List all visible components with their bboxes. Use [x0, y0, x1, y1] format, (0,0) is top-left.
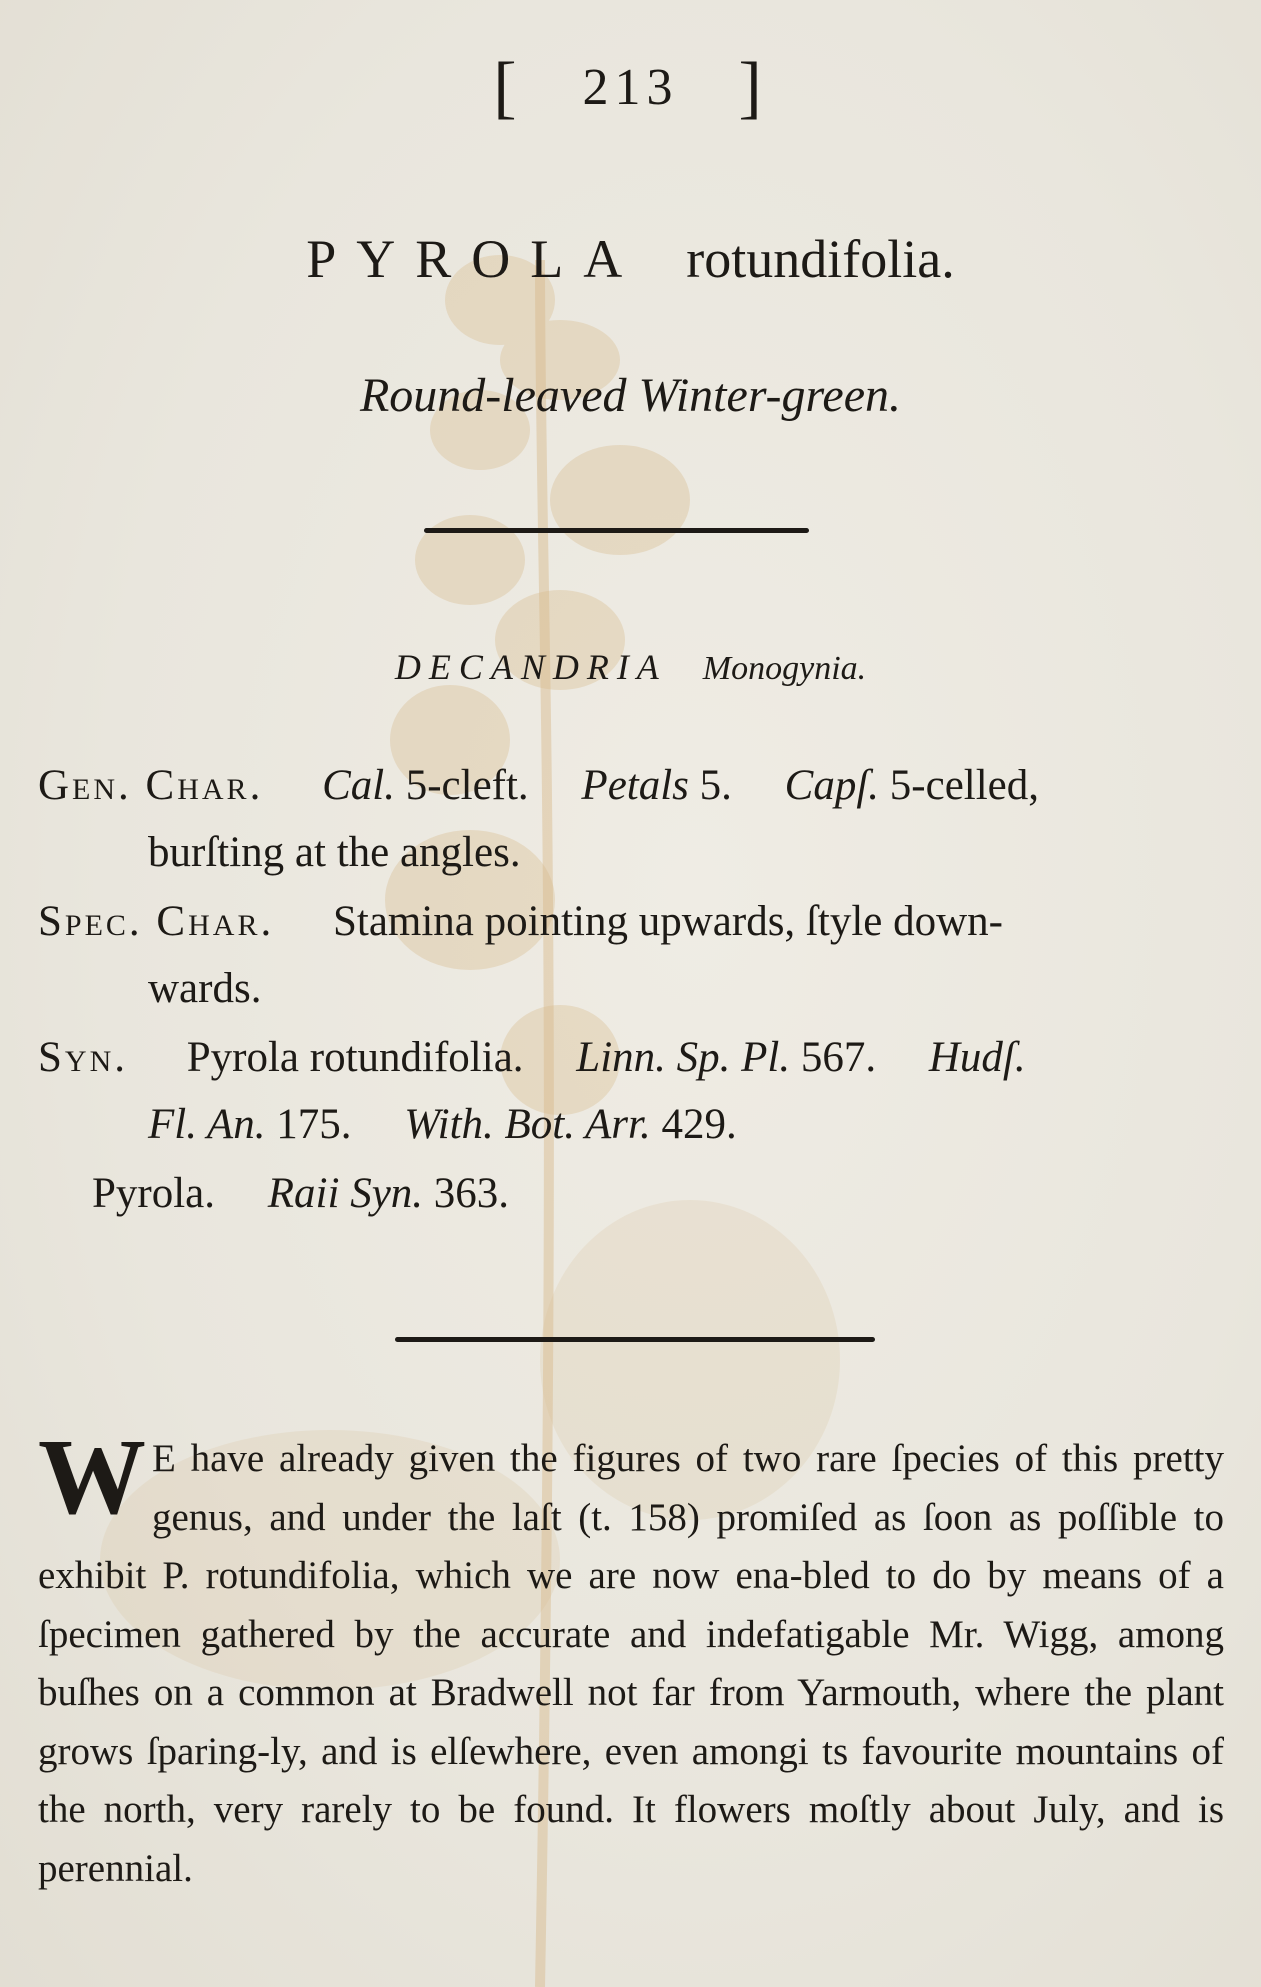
page-number-value: 213	[582, 59, 679, 116]
syn-name: Pyrola rotundifolia.	[186, 1034, 524, 1081]
genus-name: PYROLA	[306, 229, 643, 289]
cal-text: 5-cleft.	[405, 762, 529, 809]
syn-ref-raii-num: 363.	[433, 1170, 510, 1217]
page-number	[0, 48, 1261, 128]
syn-ref-fl-an: Fl. An.	[148, 1101, 266, 1148]
syn-ref-linn-num: 567.	[800, 1034, 877, 1081]
cal-abbrev: Cal.	[322, 762, 395, 809]
bottom-divider	[395, 1337, 875, 1342]
syn-label: Syn.	[38, 1034, 128, 1081]
spec-char-label: Spec. Char.	[38, 898, 275, 945]
drop-cap: W	[38, 1418, 146, 1537]
specific-character	[38, 888, 1228, 1022]
syn-name-2: Pyrola.	[92, 1170, 216, 1217]
petals-label: Petals	[581, 762, 689, 809]
syn-ref-linn: Linn. Sp. Pl.	[576, 1034, 791, 1081]
order-name: Monogynia.	[702, 650, 867, 687]
class-name: DECANDRIA	[394, 647, 667, 687]
generic-character	[38, 752, 1228, 886]
spec-char-continuation: wards.	[148, 965, 262, 1012]
linnaean-classification	[0, 646, 1261, 688]
common-name: Round-leaved Winter-green.	[359, 369, 902, 422]
caps-text: 5-celled,	[889, 762, 1040, 809]
spec-char-text: Stamina pointing upwards, ſtyle down-	[332, 898, 1003, 945]
right-bracket: ]	[738, 49, 768, 126]
synonymy-ray	[92, 1160, 1261, 1227]
top-divider	[424, 528, 809, 533]
syn-ref-huds: Hudſ.	[928, 1034, 1026, 1081]
syn-ref-with-num: 429.	[661, 1101, 737, 1148]
gen-char-continuation: burſting at the angles.	[148, 829, 521, 876]
left-bracket: [	[493, 49, 523, 126]
syn-ref-with: With. Bot. Arr.	[404, 1101, 651, 1148]
caps-abbrev: Capſ.	[784, 762, 880, 809]
syn-ref-fl-an-num: 175.	[276, 1101, 352, 1148]
body-text: E have already given the figures of two rare ſpecies of this pretty genus, and under the laſt (t. 158) promiſed as ſoon as poſſible to exhibit P. rotundifolia, which we are now ena-bled to do by means of a ſpecimen gathered by the accurate and indefatigable Mr. Wigg, among buſhes on a common at Bradwell not far from Yarmouth, where the plant grows ſparing-ly, and is elſewhere, even amongi ts favourite mountains of the north, very rarely to be found. It flowers moſtly about July, and is perennial.	[38, 1437, 1224, 1890]
syn-ref-raii: Raii Syn.	[267, 1170, 424, 1217]
species-name: rotundifolia.	[686, 229, 955, 289]
synonymy	[38, 1024, 1228, 1158]
page-title	[0, 228, 1261, 290]
petals-text: 5.	[699, 762, 732, 809]
body-paragraph	[38, 1418, 1224, 1898]
gen-char-label: Gen. Char.	[38, 762, 264, 809]
